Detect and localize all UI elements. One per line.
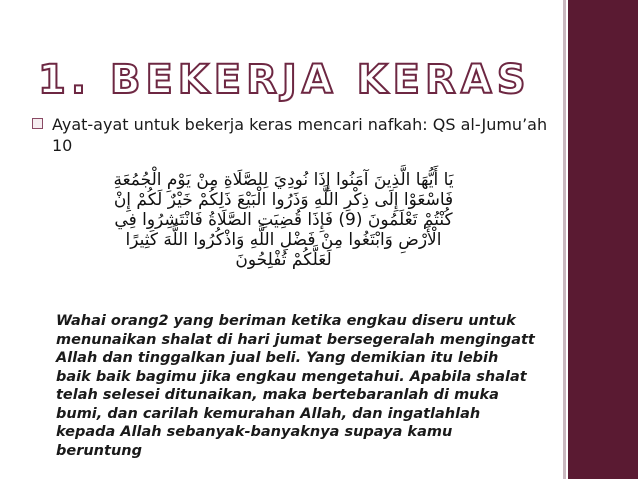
square-bullet-icon	[32, 118, 43, 129]
arabic-line-2: فَاسْعَوْا إِلَى ذِكْرِ اللَّهِ وَذَرُوا الْبَيْعَ ذَلِكُمْ خَيْرٌ لَكُمْ إِنْ	[113, 190, 454, 210]
bullet-text: Ayat-ayat untuk bekerja keras mencari nafkah: QS al-Jumu’ah 10	[52, 115, 548, 155]
decorative-stripe	[563, 0, 566, 479]
decorative-side-band	[568, 0, 638, 479]
translation-text: Wahai orang2 yang beriman ketika engkau diseru untuk menunaikan shalat di hari jumat bersegeralah mengingatt Allah dan tinggalkan jual beli. Yang demikian itu lebih baik baik bagimu jika engkau mengetahui. Apabila shalat telah selesei ditunaikan, maka bertebaranlah di muka bumi, dan carilah kemurahan Allah, dan ingatlahlah kepada Allah sebanyak-banyaknya supaya kamu beruntung	[56, 313, 535, 459]
arabic-line-5: لَعَلَّكُمْ تُفْلِحُونَ	[235, 250, 332, 270]
arabic-line-1: يَا أَيُّهَا الَّذِينَ آمَنُوا إِذَا نُودِيَ لِلصَّلَاةِ مِنْ يَوْمِ الْجُمُعَةِ	[113, 170, 454, 190]
arabic-line-4: الْأَرْضِ وَابْتَغُوا مِنْ فَضْلِ اللَّهِ وَاذْكُرُوا اللَّهَ كَثِيرًا	[125, 230, 442, 250]
slide-title: 1. BEKERJA KERAS	[38, 57, 531, 103]
bullet-item	[32, 114, 552, 156]
arabic-line-3: كُنْتُمْ تَعْلَمُونَ (9) فَإِذَا قُضِيَتِ الصَّلَاةُ فَانْتَشِرُوا فِي	[114, 210, 453, 230]
arabic-verse	[26, 170, 541, 270]
